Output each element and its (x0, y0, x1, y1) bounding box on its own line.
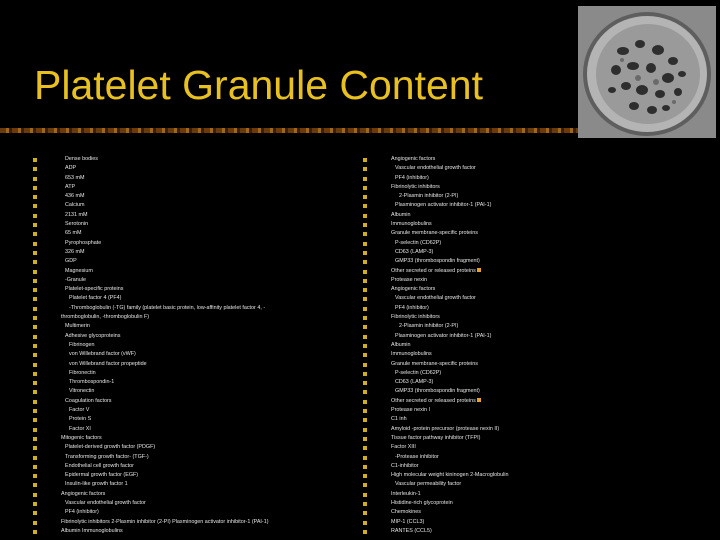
list-item-text: Vascular permeability factor (395, 481, 462, 488)
list-item (391, 322, 508, 331)
list-item (391, 490, 508, 499)
bullet-icon (33, 167, 37, 171)
list-item-text: GMP33 (thrombospondin fragment) (395, 258, 480, 265)
bullet-icon (33, 418, 37, 422)
list-item-text: Factor XIII (391, 444, 416, 451)
list-item-text: Magnesium (65, 267, 93, 274)
bullet-icon (363, 344, 367, 348)
bullet-icon (363, 493, 367, 497)
list-item-text: Fibronectin (69, 369, 96, 376)
list-item (61, 174, 269, 183)
list-item (61, 453, 269, 462)
list-item-text: Vascular endothelial growth factor (395, 165, 476, 172)
list-item-text: High molecular weight kininogen 2-Macroglobulin (391, 472, 509, 479)
list-item-text: GMP33 (thrombospondin fragment) (395, 388, 480, 395)
list-item (391, 480, 508, 489)
list-item (61, 304, 269, 313)
bullet-icon (363, 446, 367, 450)
list-item (61, 397, 269, 406)
list-item-text: Immunoglobulins (391, 221, 432, 228)
list-item (61, 434, 269, 443)
bullet-icon (33, 400, 37, 404)
list-item-text: Protease nexin I (391, 407, 430, 414)
list-item (61, 490, 269, 499)
list-item (391, 183, 508, 192)
bullet-icon (33, 251, 37, 255)
bullet-icon (33, 474, 37, 478)
list-item-text: von Willebrand factor propeptide (69, 360, 147, 367)
bullet-icon (363, 335, 367, 339)
list-item-text: MIP-1 (CCL3) (391, 518, 425, 525)
list-item (61, 443, 269, 452)
bullet-icon (33, 521, 37, 525)
bullet-icon (363, 483, 367, 487)
bullet-icon (33, 186, 37, 190)
list-item-text: Immunoglobulins (391, 351, 432, 358)
bullet-icon (363, 260, 367, 264)
bullet-icon (33, 353, 37, 357)
list-item (391, 397, 508, 406)
list-item (61, 183, 269, 192)
bullet-icon (33, 279, 37, 283)
bullet-icon (33, 214, 37, 218)
bullet-icon (33, 502, 37, 506)
bullet-icon (363, 158, 367, 162)
list-item-text: Granule membrane-specific proteins (391, 360, 478, 367)
bullet-icon (363, 437, 367, 441)
bullet-icon (363, 325, 367, 329)
list-item (61, 360, 269, 369)
bullet-icon (33, 204, 37, 208)
highlight-dot-icon (477, 398, 481, 402)
list-item-text: GDP (65, 258, 77, 265)
list-item (391, 211, 508, 220)
bullet-icon (363, 456, 367, 460)
bullet-icon (363, 502, 367, 506)
list-item (391, 220, 508, 229)
list-item (61, 350, 269, 359)
list-item-text: C1 inh (391, 416, 407, 423)
list-item (61, 257, 269, 266)
list-item (391, 174, 508, 183)
list-item-text: Vascular endothelial growth factor (65, 499, 146, 506)
list-item-text: Endothelial cell growth factor (65, 462, 134, 469)
list-item (61, 211, 269, 220)
list-item (391, 499, 508, 508)
title-divider (0, 128, 590, 133)
list-item-text: Tissue factor pathway inhibitor (TFPI) (391, 434, 481, 441)
slide-title: Platelet Granule Content (34, 62, 483, 108)
bullet-icon (33, 390, 37, 394)
list-item (391, 508, 508, 517)
list-item (391, 471, 508, 480)
list-item-text: Vascular endothelial growth factor (395, 295, 476, 302)
bullet-icon (33, 437, 37, 441)
list-item-text: Interleukin-1 (391, 490, 421, 497)
bullet-icon (363, 270, 367, 274)
list-item-text: P-selectin (CD62P) (395, 239, 442, 246)
list-item (391, 276, 508, 285)
list-item-text: von Willebrand factor (vWF) (69, 351, 136, 358)
list-item-text: Other secreted or released proteins (391, 267, 476, 274)
list-item-text: Granule membrane-specific proteins (391, 230, 478, 237)
bullet-icon (33, 335, 37, 339)
bullet-icon (33, 195, 37, 199)
list-item (391, 434, 508, 443)
list-item-text: 2-Plasmin inhibitor (2-PI) (399, 193, 459, 200)
bullet-icon (363, 167, 367, 171)
list-item-text: Albumin (391, 341, 411, 348)
list-item (391, 369, 508, 378)
list-item-text: -Protease inhibitor (395, 453, 439, 460)
list-item (61, 332, 269, 341)
bullet-icon (363, 418, 367, 422)
bullet-icon (363, 223, 367, 227)
list-item (391, 285, 508, 294)
list-item-text: Angiogenic factors (391, 286, 436, 293)
list-item (391, 267, 508, 276)
list-item-text: 2131 mM (65, 211, 88, 218)
list-item-text: 653 mM (65, 174, 85, 181)
list-item (61, 527, 269, 536)
list-item (391, 192, 508, 201)
bullet-icon (363, 186, 367, 190)
bullet-icon (33, 316, 37, 320)
list-item-text: thromboglobulin, -thromboglobulin F) (61, 314, 150, 321)
list-item (391, 415, 508, 424)
bullet-icon (33, 428, 37, 432)
list-item (61, 499, 269, 508)
list-item-text: Pyrophosphate (65, 239, 102, 246)
list-item (391, 425, 508, 434)
list-item-text: Albumin (391, 211, 411, 218)
list-item (61, 518, 269, 527)
list-item (61, 229, 269, 238)
bullet-icon (33, 270, 37, 274)
bullet-icon (33, 260, 37, 264)
bullet-icon (33, 530, 37, 534)
bullet-icon (33, 297, 37, 301)
list-item (61, 248, 269, 257)
list-item (391, 155, 508, 164)
list-item-text: Angiogenic factors (61, 490, 106, 497)
list-item (391, 294, 508, 303)
list-item (61, 164, 269, 173)
bullet-icon (363, 288, 367, 292)
list-item-text: Dense bodies (65, 156, 98, 162)
bullet-icon (363, 372, 367, 376)
bullet-icon (363, 409, 367, 413)
list-item (61, 415, 269, 424)
list-item-text: Coagulation factors (65, 397, 112, 404)
list-item (61, 294, 269, 303)
bullet-icon (363, 363, 367, 367)
list-item-text: Calcium (65, 202, 85, 209)
list-item (391, 164, 508, 173)
list-item-text: Angiogenic factors (391, 156, 436, 162)
bullet-icon (363, 195, 367, 199)
list-item-text: PF4 (inhibitor) (65, 509, 99, 516)
list-item-text: Multimerin (65, 323, 90, 330)
list-item (391, 387, 508, 396)
bullet-icon (33, 223, 37, 227)
bullet-icon (33, 307, 37, 311)
list-item-text: ADP (65, 165, 77, 172)
list-item (61, 471, 269, 480)
bullet-icon (363, 177, 367, 181)
list-item (391, 518, 508, 527)
list-item-text: Chemokines (391, 509, 421, 516)
list-item (391, 313, 508, 322)
list-item-text: Albumin Immunoglobulins (61, 527, 123, 534)
bullet-icon (33, 381, 37, 385)
bullet-icon (363, 214, 367, 218)
bullet-icon (363, 353, 367, 357)
list-item-text: 436 mM (65, 193, 85, 200)
list-item (61, 201, 269, 210)
list-item (61, 341, 269, 350)
list-item-text: ATP (65, 183, 76, 190)
list-item (61, 378, 269, 387)
bullet-icon (363, 381, 367, 385)
list-item (391, 341, 508, 350)
list-item (391, 257, 508, 266)
list-item (391, 462, 508, 471)
list-item (61, 239, 269, 248)
bullet-icon (363, 242, 367, 246)
bullet-icon (363, 297, 367, 301)
bullet-icon (363, 521, 367, 525)
bullet-icon (363, 428, 367, 432)
list-item (61, 313, 269, 322)
list-item-text: Protein S (69, 416, 92, 423)
list-item-text: PF4 (inhibitor) (395, 174, 429, 181)
bullet-icon (33, 511, 37, 515)
list-item-text: Factor V (69, 407, 90, 414)
list-item-text: Mitogenic factors (61, 434, 102, 441)
list-item-text: Platelet-derived growth factor (PDGF) (65, 444, 156, 451)
highlight-dot-icon (477, 268, 481, 272)
bullet-icon (33, 409, 37, 413)
list-item-text: -Granule (65, 276, 86, 283)
bullet-icon (33, 288, 37, 292)
list-item (61, 462, 269, 471)
list-item (391, 304, 508, 313)
list-item-text: Plasminogen activator inhibitor-1 (PAI-1) (395, 332, 492, 339)
list-item-text: Insulin-like growth factor 1 (65, 481, 128, 488)
list-item (391, 378, 508, 387)
list-item (61, 406, 269, 415)
platelet-micrograph-image (578, 6, 716, 138)
list-item (61, 369, 269, 378)
bullet-icon (33, 446, 37, 450)
bullet-icon (363, 232, 367, 236)
list-item-text: C1-inhibitor (391, 462, 419, 469)
list-item (61, 155, 269, 164)
bullet-icon (33, 483, 37, 487)
bullet-icon (363, 511, 367, 515)
list-item-text: 65 mM (65, 230, 82, 237)
bullet-icon (363, 204, 367, 208)
bullet-icon (33, 465, 37, 469)
list-item (391, 229, 508, 238)
list-item-text: -Thromboglobulin (-TG) family (platelet basic protein, low-affinity platelet factor 4, - (69, 304, 266, 311)
list-item (61, 322, 269, 331)
bullet-icon (363, 400, 367, 404)
bullet-icon (33, 493, 37, 497)
list-item-text: Adhesive glycoproteins (65, 332, 121, 339)
list-item-text: Serotonin (65, 221, 89, 228)
list-item-text: Epidermal growth factor (EGF) (65, 472, 139, 479)
list-item-text: Fibrinolytic inhibitors (391, 314, 440, 321)
bullet-icon (33, 363, 37, 367)
bullet-icon (363, 390, 367, 394)
list-item-text: CD63 (LAMP-3) (395, 248, 434, 255)
list-item (391, 360, 508, 369)
list-item (61, 387, 269, 396)
bullet-icon (33, 242, 37, 246)
list-item-text: RANTES (CCL5) (391, 527, 432, 534)
list-item (61, 220, 269, 229)
bullet-icon (33, 372, 37, 376)
right-content-list (391, 155, 508, 536)
bullet-icon (33, 456, 37, 460)
list-item (61, 276, 269, 285)
list-item-text: Plasminogen activator inhibitor-1 (PAI-1) (395, 202, 492, 209)
list-item (391, 350, 508, 359)
bullet-icon (363, 474, 367, 478)
bullet-icon (363, 465, 367, 469)
list-item-text: Platelet-specific proteins (65, 286, 124, 293)
list-item-text: Transforming growth factor- (TGF-) (65, 453, 149, 460)
list-item-text: Fibrinogen (69, 341, 95, 348)
list-item (391, 406, 508, 415)
bullet-icon (363, 251, 367, 255)
list-item-text: Thrombospondin-1 (69, 379, 115, 386)
list-item-text: 2-Plasmin inhibitor (2-PI) (399, 323, 459, 330)
bullet-icon (363, 279, 367, 283)
list-item (61, 508, 269, 517)
bullet-icon (363, 316, 367, 320)
bullet-icon (363, 530, 367, 534)
list-item (61, 480, 269, 489)
bullet-icon (33, 325, 37, 329)
list-item (391, 248, 508, 257)
bullet-icon (33, 232, 37, 236)
list-item (391, 443, 508, 452)
bullet-icon (363, 307, 367, 311)
list-item-text: Amyloid -protein precursor (protease nexin II) (391, 425, 500, 432)
list-item-text: Fibrinolytic inhibitors 2-Plasmin inhibitor (2-PI) Plasminogen activator inhibitor-1 (PAI-1) (61, 518, 269, 525)
list-item-text: Protease nexin (391, 276, 427, 283)
bullet-icon (33, 344, 37, 348)
bullet-icon (33, 177, 37, 181)
list-item-text: Other secreted or released proteins (391, 397, 476, 404)
list-item (391, 239, 508, 248)
list-item-text: Histidine-rich glycoprotein (391, 499, 453, 506)
list-item (391, 453, 508, 462)
list-item (391, 332, 508, 341)
list-item-text: Vitronectin (69, 388, 95, 395)
list-item-text: P-selectin (CD62P) (395, 369, 442, 376)
list-item-text: CD63 (LAMP-3) (395, 379, 434, 386)
list-item (391, 201, 508, 210)
list-item (61, 267, 269, 276)
list-item (61, 285, 269, 294)
bullet-icon (33, 158, 37, 162)
list-item (61, 192, 269, 201)
list-item (391, 527, 508, 536)
left-content-list (61, 155, 269, 536)
list-item-text: Fibrinolytic inhibitors (391, 183, 440, 190)
list-item-text: 326 mM (65, 248, 85, 255)
list-item-text: Platelet factor 4 (PF4) (69, 295, 122, 302)
list-item-text: Factor XI (69, 425, 91, 432)
list-item-text: PF4 (inhibitor) (395, 304, 429, 311)
list-item (61, 425, 269, 434)
